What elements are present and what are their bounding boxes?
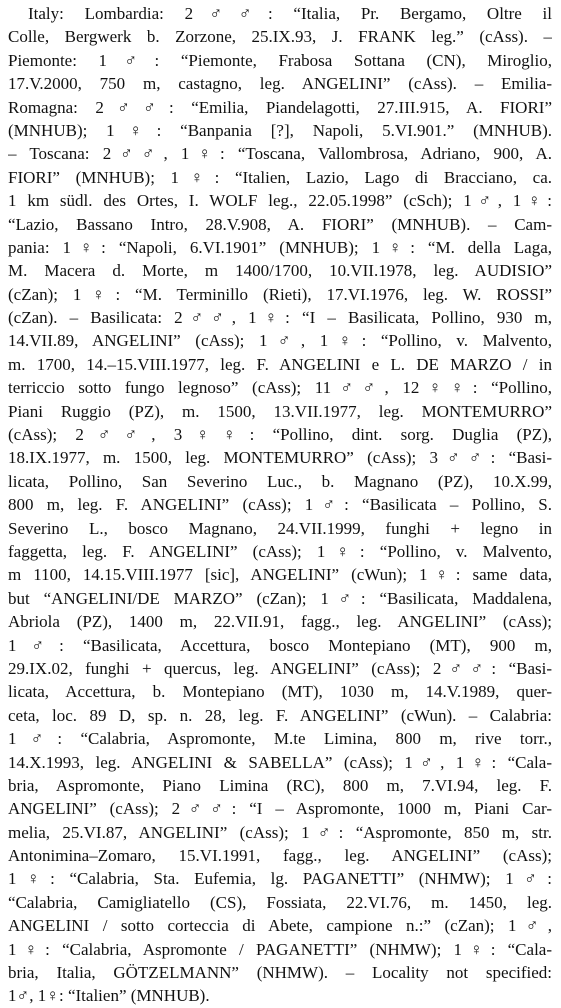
text-line: ceta, loc. 89 D, sp. n. 28, leg. F. ANGELINI” (cWun). – Calabria:	[8, 705, 552, 725]
text-line: 1♂: “Calabria, Aspromonte, M.te Limina, 800 m, rive torr.,	[8, 729, 552, 749]
text-line: – Toscana: 2♂♂, 1♀: “Toscana, Vallombrosa, Adriano, 900, A.	[8, 144, 552, 164]
text-line: (cZan). – Basilicata: 2♂♂, 1♀: “I – Basilicata, Pollino, 930 m,	[8, 308, 552, 328]
text-line: 1♂, 1♀: “Italien” (MNHUB).	[8, 986, 210, 1006]
text-line: Antonimina–Zomaro, 15.VI.1991, fagg., leg. ANGELINI” (cAss);	[8, 846, 552, 866]
text-line: 1 km südl. des Ortes, I. WOLF leg., 22.05.1998” (cSch); 1♂, 1♀:	[8, 191, 552, 211]
text-line: Piemonte: 1♂: “Piemonte, Frabosa Sottana (CN), Miroglio,	[8, 50, 552, 70]
text-line: 18.IX.1977, m. 1500, leg. MONTEMURRO” (cAss); 3♂♂: “Basi-	[8, 448, 552, 468]
text-line: “Lazio, Bassano Intro, 28.V.908, A. FIORI” (MNHUB). – Cam-	[8, 214, 552, 234]
text-line: pania: 1♀: “Napoli, 6.VI.1901” (MNHUB); 1♀: “M. della Laga,	[8, 237, 552, 257]
text-line: 14.X.1993, leg. ANGELINI & SABELLA” (cAss); 1♂, 1♀: “Cala-	[8, 752, 552, 772]
text-line: Piani Ruggio (PZ), m. 1500, 13.VII.1977, leg. MONTEMURRO”	[8, 401, 552, 421]
text-line: ANGELINI / sotto corteccia di Abete, campione n.:” (cZan); 1♂,	[8, 916, 552, 936]
text-line: melia, 25.VI.87, ANGELINI” (cAss); 1♂: “Aspromonte, 850 m, str.	[8, 822, 552, 842]
text-line: FIORI” (MNHUB); 1♀: “Italien, Lazio, Lago di Bracciano, ca.	[8, 167, 552, 187]
text-line: licata, Accettura, b. Montepiano (MT), 1030 m, 14.V.1989, quer-	[8, 682, 552, 702]
text-line: m 1100, 14.15.VIII.1977 [sic], ANGELINI” (cWun); 1♀: same data,	[8, 565, 552, 585]
text-line: Colle, Bergwerk b. Zorzone, 25.IX.93, J. FRANK leg.” (cAss). –	[8, 27, 552, 47]
text-line: 29.IX.02, funghi + quercus, leg. ANGELINI” (cAss); 2♂♂: “Basi-	[8, 658, 552, 678]
text-line: 14.VII.89, ANGELINI” (cAss); 1♂, 1♀: “Pollino, v. Malvento,	[8, 331, 552, 351]
text-line: terriccio sotto fungo legnoso” (cAss); 11♂♂, 12♀♀: “Pollino,	[8, 378, 552, 398]
text-line: 17.V.2000, 750 m, castagno, leg. ANGELINI” (cAss). – Emilia-	[8, 74, 552, 94]
text-line: bria, Italia, GÖTZELMANN” (NHMW). – Locality not specified:	[8, 963, 552, 983]
text-line: faggetta, leg. F. ANGELINI” (cAss); 1♀: “Pollino, v. Malvento,	[8, 541, 552, 561]
text-line: 1♂: “Basilicata, Accettura, bosco Montepiano (MT), 900 m,	[8, 635, 552, 655]
text-line: M. Macera d. Morte, m 1400/1700, 10.VII.1978, leg. AUDISIO”	[8, 261, 552, 281]
text-line: 1♀: “Calabria, Aspromonte / PAGANETTI” (NHMW); 1♀: “Cala-	[8, 939, 552, 959]
text-line: Severino L., bosco Magnano, 24.VII.1999, funghi + legno in	[8, 518, 552, 538]
text-line: but “ANGELINI/DE MARZO” (cZan); 1♂: “Basilicata, Maddalena,	[8, 588, 552, 608]
text-line: licata, Pollino, San Severino Luc., b. Magnano (PZ), 10.X.99,	[8, 471, 552, 491]
text-line: “Calabria, Camigliatello (CS), Fossiata, 22.VI.76, m. 1450, leg.	[8, 892, 552, 912]
text-line: 800 m, leg. F. ANGELINI” (cAss); 1♂: “Basilicata – Pollino, S.	[8, 495, 552, 515]
text-line: (cAss); 2♂♂, 3♀♀: “Pollino, dint. sorg. Duglia (PZ),	[8, 425, 552, 445]
text-line: ANGELINI” (cAss); 2♂♂: “I – Aspromonte, 1000 m, Piani Car-	[8, 799, 552, 819]
text-line: (cZan); 1♀: “M. Terminillo (Rieti), 17.VI.1976, leg. W. ROSSI”	[8, 284, 552, 304]
text-line: Romagna: 2♂♂: “Emilia, Piandelagotti, 27.III.915, A. FIORI”	[8, 97, 552, 117]
text-line: (MNHUB); 1♀: “Banpania [?], Napoli, 5.VI.901.” (MNHUB).	[8, 120, 552, 140]
text-line: m. 1700, 14.–15.VIII.1977, leg. F. ANGELINI e L. DE MARZO / in	[8, 354, 552, 374]
text-line: Abriola (PZ), 1400 m, 22.VII.91, fagg., leg. ANGELINI” (cAss);	[8, 612, 552, 632]
text-line: 1♀: “Calabria, Sta. Eufemia, lg. PAGANETTI” (NHMW); 1♂:	[8, 869, 552, 889]
text-line: bria, Aspromonte, Piano Limina (RC), 800 m, 7.VI.94, leg. F.	[8, 775, 552, 795]
text-line: Italy: Lombardia: 2♂♂: “Italia, Pr. Bergamo, Oltre il	[28, 4, 552, 23]
